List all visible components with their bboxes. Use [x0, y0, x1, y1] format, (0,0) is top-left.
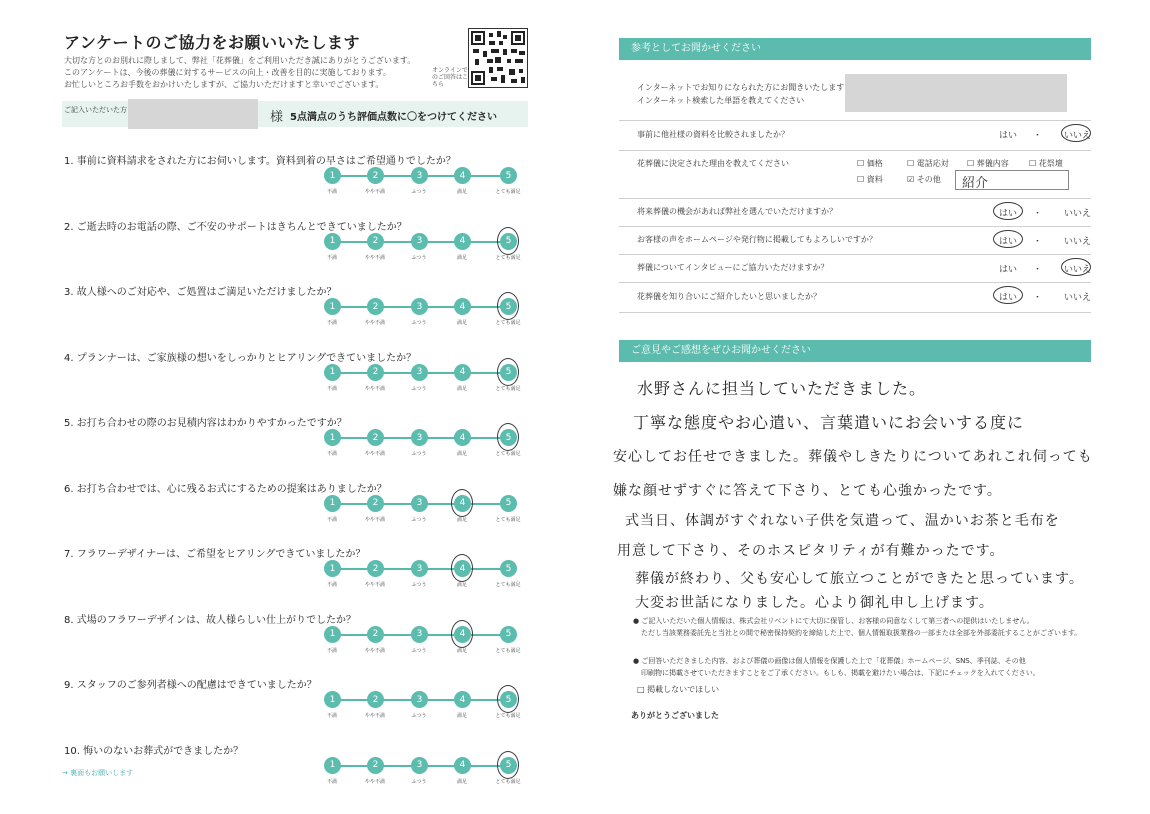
qr-code-icon[interactable] [468, 28, 528, 88]
rating-label: 満足 [456, 189, 467, 195]
rating-label: 満足 [456, 254, 467, 261]
question-9 [62, 676, 542, 748]
internet-question-2: インターネット検索した単語を教えてください [637, 96, 805, 105]
reason-price[interactable]: ☐ 価格 [857, 159, 883, 168]
survey-back-page [575, 0, 1150, 803]
future-question: 将来葬儀の機会があれば弊社を選んでいただけますか？ [637, 207, 837, 216]
circle-mark-icon [497, 685, 519, 713]
rating-label: 不満 [326, 647, 337, 654]
circle-mark-icon [497, 292, 519, 320]
rating-dot-1[interactable]: 1 [324, 495, 341, 512]
rating-label: 満足 [456, 778, 467, 785]
circle-mark-icon [497, 227, 519, 255]
rating-dot-5[interactable]: 5 [500, 364, 517, 381]
rating-dot-1[interactable]: 1 [324, 757, 341, 774]
no-publish-checkbox[interactable]: □ 掲載しないでほしい [637, 685, 720, 694]
rating-label: 不満 [326, 189, 337, 195]
rating-dot-1[interactable]: 1 [324, 298, 341, 315]
rating-dot-1[interactable]: 1 [324, 691, 341, 708]
referral-sep: ・ [1033, 293, 1043, 303]
circle-mark-icon [1061, 124, 1091, 142]
rating-label: とても満足 [495, 254, 521, 261]
rating-dot-3[interactable]: 3 [411, 495, 428, 512]
section-header-comments: ご意見やご感想をぜひお聞かせください [619, 340, 1091, 362]
rating-dot-4[interactable]: 4 [454, 298, 471, 315]
survey-title: アンケートのご協力をお願いいたします [64, 33, 361, 52]
interview-question: 葬儀についてインタビューにご協力いただけますか？ [637, 263, 829, 272]
handwritten-line-8: 大変お世話になりました。心より御礼申し上げます。 [635, 595, 994, 611]
rating-label: やや不満 [364, 647, 385, 654]
reason-content[interactable]: ☐ 葬儀内容 [967, 159, 1009, 168]
rating-label: やや不満 [364, 385, 385, 392]
compare-yes[interactable]: はい [999, 131, 1018, 141]
intro-line-1: 大切な方とのお別れに際しまして、弊社「花葬儀」をご利用いただき誠にありがとうございます。 [64, 56, 416, 65]
handwritten-line-2: 丁寧な態度やお心遣い、言葉遣いにお会いする度に [633, 413, 1025, 432]
rating-dot-5[interactable]: 5 [500, 495, 517, 512]
interview-row [619, 254, 1091, 283]
rating-dot-2[interactable]: 2 [367, 626, 384, 643]
question-4 [62, 349, 542, 421]
rating-dot-4[interactable]: 4 [454, 626, 471, 643]
rating-dot-5[interactable]: 5 [500, 298, 517, 315]
rating-label: やや不満 [364, 189, 385, 195]
internet-search-row [619, 76, 1091, 121]
rating-label: 満足 [456, 582, 467, 588]
thanks-text: ありがとうございました [631, 711, 719, 720]
question-7 [62, 545, 542, 617]
rating-dot-2[interactable]: 2 [367, 364, 384, 381]
qr-caption: オンラインでのご回答はこちら [432, 67, 469, 88]
rating-label: ふつう [411, 320, 427, 326]
rating-label: やや不満 [364, 582, 385, 588]
publish-question: お客様の声をホームページや発行物に掲載してもよろしいですか？ [637, 235, 877, 244]
rating-dot-1[interactable]: 1 [324, 233, 341, 250]
circle-mark-icon [1061, 258, 1091, 276]
rating-label: ふつう [411, 713, 427, 719]
rating-label: とても満足 [495, 582, 521, 588]
interview-sep: ・ [1033, 265, 1043, 275]
rating-dot-3[interactable]: 3 [411, 429, 428, 446]
rating-dot-1[interactable]: 1 [324, 429, 341, 446]
intro-line-3: お忙しいところお手数をおかけいたしますが、ご協力いただけますと幸いでございます。 [64, 80, 384, 89]
referral-row [619, 282, 1091, 313]
handwritten-line-5: 式当日、体調がすぐれない子供を気遣って、温かいお茶と毛布を [625, 513, 1060, 529]
compare-no[interactable]: いいえ [1064, 131, 1092, 141]
handwritten-line-7: 葬儀が終わり、父も安心して旅立つことができたと思っています。 [635, 571, 1084, 587]
future-row [619, 198, 1091, 227]
rating-dot-3[interactable]: 3 [411, 167, 428, 184]
referral-question: 花葬儀を知り合いにご紹介したいと思いましたか？ [637, 292, 821, 301]
redacted-search-field[interactable] [845, 74, 1067, 112]
rating-label: ふつう [411, 582, 427, 588]
rating-label: 不満 [326, 320, 337, 326]
rating-dot-3[interactable]: 3 [411, 757, 428, 774]
question-text: 2. ご逝去時のお電話の際、ご不安のサポートはきちんとできていましたか？ [64, 221, 407, 233]
compare-row [619, 120, 1091, 151]
rating-dot-1[interactable]: 1 [324, 560, 341, 577]
rating-label: 満足 [456, 320, 467, 326]
rating-dot-1[interactable]: 1 [324, 364, 341, 381]
circle-mark-icon [497, 423, 519, 451]
handwritten-line-1: 水野さんに担当していただきました。 [637, 379, 927, 398]
rating-dot-4[interactable]: 4 [454, 233, 471, 250]
rating-label: 不満 [326, 254, 337, 261]
redacted-name-field[interactable] [128, 99, 258, 129]
question-text: 4. プランナーは、ご家族様の想いをしっかりとヒアリングできていましたか？ [64, 352, 417, 364]
publish-no[interactable]: いいえ [1064, 237, 1092, 247]
question-2 [62, 218, 542, 290]
honorific-label: 様 [270, 110, 284, 125]
publish-sep: ・ [1033, 237, 1043, 247]
publish-note-1: ● ご回答いただきました内容、および葬儀の画像は個人情報を保護した上で「花葬儀」ホームページ、SNS、季刊誌、その他 [633, 657, 1026, 665]
rating-label: やや不満 [364, 320, 385, 326]
rating-label: やや不満 [364, 713, 385, 719]
rating-label: 満足 [456, 516, 467, 523]
rating-dot-4[interactable]: 4 [454, 757, 471, 774]
rating-label: ふつう [411, 516, 427, 523]
rating-label: やや不満 [364, 451, 385, 457]
rating-dot-3[interactable]: 3 [411, 560, 428, 577]
rating-label: とても満足 [495, 385, 521, 392]
question-text: 1. 事前に資料請求をされた方にお伺いします。資料到着の早さはご希望通りでしたか？ [64, 156, 456, 167]
rating-dot-5[interactable]: 5 [500, 167, 517, 184]
interview-yes[interactable]: はい [999, 265, 1018, 275]
rating-dot-1[interactable]: 1 [324, 626, 341, 643]
circle-mark-icon [451, 489, 473, 517]
handwritten-line-4: 嫌な顔せずすぐに答えて下さり、とても心強かったです。 [613, 483, 1002, 499]
rating-dot-2[interactable]: 2 [367, 233, 384, 250]
rating-label: 不満 [326, 385, 337, 392]
rating-dot-3[interactable]: 3 [411, 233, 428, 250]
rating-label: とても満足 [495, 189, 521, 195]
reason-question: 花葬儀に決定された理由を教えてください [637, 159, 789, 168]
rating-dot-4[interactable]: 4 [454, 495, 471, 512]
rating-dot-2[interactable]: 2 [367, 167, 384, 184]
rating-label: とても満足 [495, 647, 521, 654]
circle-mark-icon [993, 286, 1023, 304]
handwritten-line-3: 安心してお任せできました。葬儀やしきたりについてあれこれ伺っても [613, 449, 1093, 465]
other-reason-field[interactable] [955, 170, 1069, 190]
rating-dot-2[interactable]: 2 [367, 560, 384, 577]
section-header-reference: 参考としてお聞かせください [619, 38, 1091, 60]
rating-label: 満足 [456, 451, 467, 457]
reason-docs[interactable]: ☐ 資料 [857, 175, 883, 184]
question-3 [62, 283, 542, 355]
other-reason-text: 紹介 [962, 176, 989, 191]
rating-dot-4[interactable]: 4 [454, 167, 471, 184]
rating-label: とても満足 [495, 713, 521, 719]
rating-dot-3[interactable]: 3 [411, 691, 428, 708]
question-5 [62, 414, 542, 486]
rating-label: 満足 [456, 385, 467, 392]
rating-label: ふつう [411, 451, 427, 457]
rating-label: ふつう [411, 385, 427, 392]
circle-mark-icon [451, 620, 473, 648]
referral-yes[interactable]: はい [999, 293, 1018, 303]
rating-dot-5[interactable]: 5 [500, 560, 517, 577]
question-text: 8. 式場のフラワーデザインは、故人様らしい仕上がりでしたか？ [64, 614, 357, 626]
rating-label: 不満 [326, 451, 337, 457]
circle-mark-icon [993, 230, 1023, 248]
intro-line-2: このアンケートは、今後の葬儀に対するサービスの向上・改善を目的に実施しております。 [64, 68, 391, 77]
compare-question: 事前に他社様の資料を比較されましたか？ [637, 130, 789, 139]
rating-label: やや不満 [364, 254, 385, 261]
referral-no[interactable]: いいえ [1064, 293, 1092, 303]
question-8 [62, 611, 542, 683]
publish-row [619, 226, 1091, 255]
rating-label: ふつう [411, 647, 427, 654]
privacy-note-2: ただし当該業務委託先と当社との間で秘密保持契約を締結した上で、個人情報取扱業務の一部または全部を外部委託することがございます。 [641, 629, 1082, 637]
reason-row [619, 150, 1091, 199]
publish-yes[interactable]: はい [999, 237, 1018, 247]
rating-dot-4[interactable]: 4 [454, 560, 471, 577]
reason-flower[interactable]: ☐ 花祭壇 [1029, 159, 1063, 168]
rating-label: とても満足 [495, 320, 521, 326]
question-text: 6. お打ち合わせでは、心に残るお式にするための提案はありましたか？ [64, 483, 387, 495]
circle-mark-icon [497, 751, 519, 779]
rating-label: ふつう [411, 254, 427, 261]
future-yes[interactable]: はい [999, 209, 1018, 219]
score-instruction: 5点満点のうち評価点数に〇をつけてください [290, 112, 497, 123]
rating-label: 不満 [326, 516, 337, 523]
rating-label: 不満 [326, 582, 337, 588]
rating-label: とても満足 [495, 778, 521, 785]
question-text: 5. お打ち合わせの際のお見積内容はわかりやすかったですか？ [64, 418, 347, 429]
rating-dot-3[interactable]: 3 [411, 626, 428, 643]
survey-front-page [0, 0, 575, 803]
rating-label: 不満 [326, 778, 337, 785]
rating-label: ふつう [411, 189, 427, 195]
publish-note-2: 印刷物に掲載させていただきますことをご了承ください。もしも、掲載を避けたい場合は、下記にチェックを入れてください。 [641, 669, 1040, 677]
question-1 [62, 152, 542, 224]
question-6 [62, 480, 542, 552]
rating-dot-5[interactable]: 5 [500, 691, 517, 708]
compare-sep: ・ [1033, 131, 1043, 141]
rating-label: 満足 [456, 713, 467, 719]
rating-dot-2[interactable]: 2 [367, 298, 384, 315]
circle-mark-icon [497, 358, 519, 386]
reason-phone[interactable]: ☐ 電話応対 [907, 159, 949, 168]
rating-dot-2[interactable]: 2 [367, 429, 384, 446]
circle-mark-icon [993, 202, 1023, 220]
rating-label: とても満足 [495, 451, 521, 457]
handwritten-line-6: 用意して下さり、そのホスピタリティが有難かったです。 [617, 543, 1005, 559]
rating-dot-2[interactable]: 2 [367, 495, 384, 512]
internet-question-1: インターネットでお知りになられた方にお聞きいたします [637, 83, 845, 92]
rating-dot-2[interactable]: 2 [367, 757, 384, 774]
rating-label: 不満 [326, 713, 337, 719]
rating-dot-2[interactable]: 2 [367, 691, 384, 708]
rating-dot-5[interactable]: 5 [500, 233, 517, 250]
rating-label: 満足 [456, 647, 467, 654]
rating-dot-4[interactable]: 4 [454, 691, 471, 708]
future-no[interactable]: いいえ [1064, 209, 1092, 219]
future-sep: ・ [1033, 209, 1043, 219]
question-text: 10. 悔いのないお葬式ができましたか？ [64, 745, 244, 757]
name-label: ご記入いただいた方 [64, 106, 127, 114]
rating-dot-5[interactable]: 5 [500, 757, 517, 774]
question-text: 7. フラワーデザイナーは、ご希望をヒアリングできていましたか？ [64, 549, 366, 560]
rating-dot-5[interactable]: 5 [500, 429, 517, 446]
rating-dot-4[interactable]: 4 [454, 364, 471, 381]
rating-label: とても満足 [495, 516, 521, 523]
turn-over-note: → 裏面もお願いします [62, 769, 134, 777]
rating-dot-4[interactable]: 4 [454, 429, 471, 446]
rating-dot-5[interactable]: 5 [500, 626, 517, 643]
privacy-note-1: ● ご記入いただいた個人情報は、株式会社リベントにて大切に保管し、お客様の同意なくして第三者への提供はいたしません。 [633, 617, 1034, 625]
rating-label: ふつう [411, 778, 427, 785]
rating-label: やや不満 [364, 516, 385, 523]
rating-dot-1[interactable]: 1 [324, 167, 341, 184]
circle-mark-icon [451, 554, 473, 582]
reason-other[interactable]: ☑ その他 [907, 175, 941, 184]
rating-dot-3[interactable]: 3 [411, 298, 428, 315]
interview-no[interactable]: いいえ [1064, 265, 1092, 275]
question-text: 9. スタッフのご参列者様への配慮はできていましたか？ [64, 680, 317, 691]
rating-dot-3[interactable]: 3 [411, 364, 428, 381]
rating-label: やや不満 [364, 778, 385, 785]
question-text: 3. 故人様へのご対応や、ご処置はご満足いただけましたか？ [64, 287, 337, 298]
